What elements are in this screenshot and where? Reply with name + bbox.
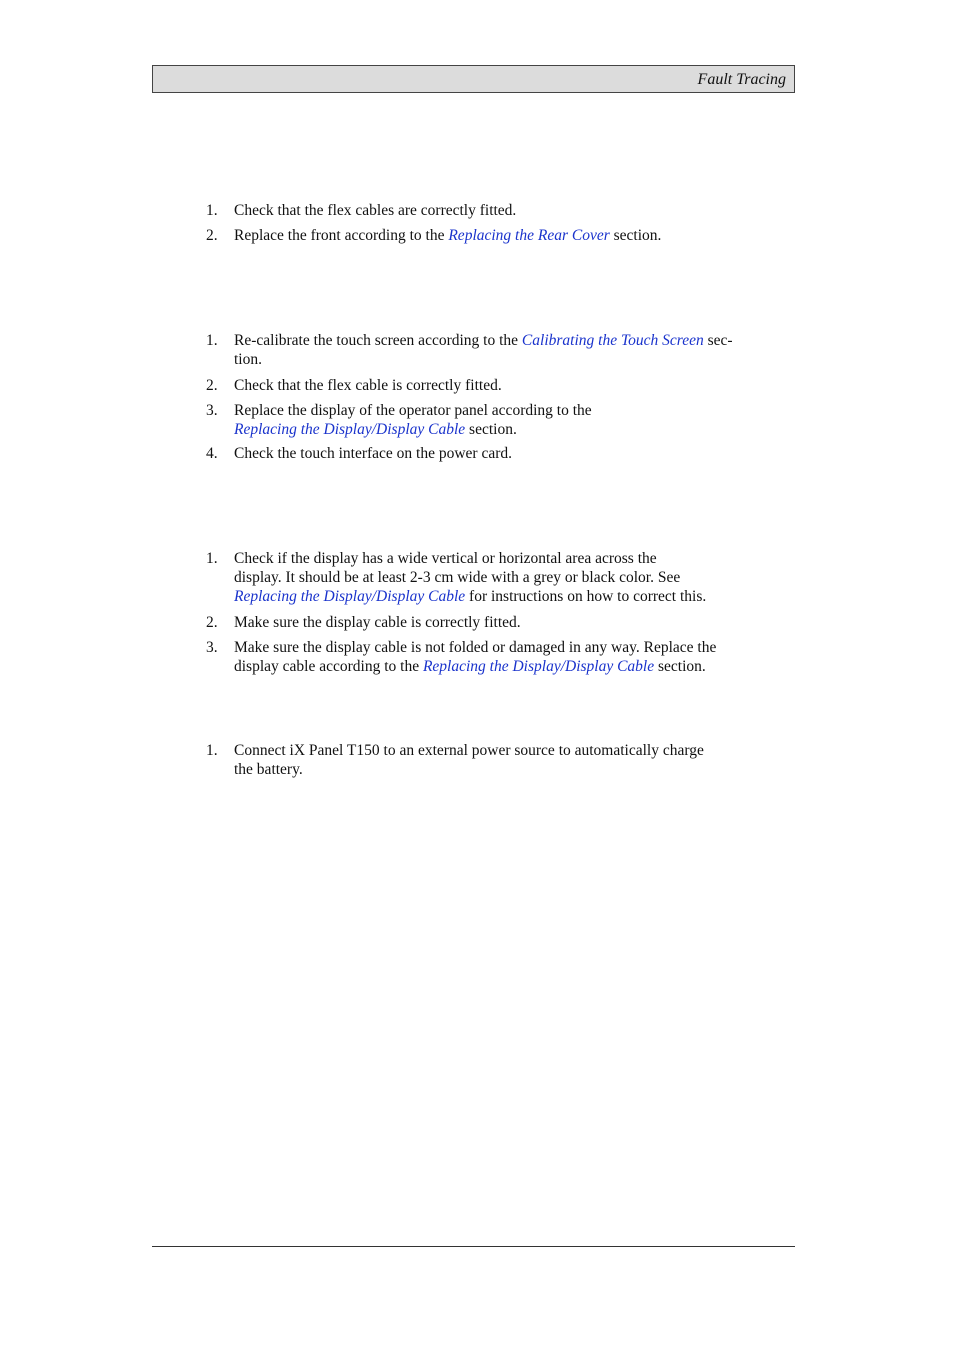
text-run: section. xyxy=(654,658,706,675)
cross-reference-link[interactable]: Replacing the Display/Display Cable xyxy=(234,588,466,605)
text-run: sec- xyxy=(703,332,733,349)
list-number: 1. xyxy=(206,742,218,759)
text-line xyxy=(234,741,764,760)
list-number: 2. xyxy=(206,377,218,394)
text-line xyxy=(234,760,764,779)
list-text xyxy=(234,201,764,220)
text-run: Check that the flex cable is correctly fitted. xyxy=(234,377,502,394)
text-run: for instructions on how to correct this. xyxy=(465,588,707,605)
footer-rule xyxy=(152,1246,795,1247)
list-text xyxy=(234,638,764,676)
list-text xyxy=(234,444,764,463)
text-run: Make sure the display cable is not folded or damaged in any way. Replace the xyxy=(234,639,717,656)
text-line xyxy=(234,444,764,463)
text-run: section. xyxy=(609,227,662,244)
text-run: Check if the display has a wide vertical or horizontal area across the xyxy=(234,550,657,567)
list-number: 1. xyxy=(206,550,218,567)
header-title: Fault Tracing xyxy=(697,71,786,88)
cross-reference-link[interactable]: Replacing the Display/Display Cable xyxy=(422,658,655,675)
list-number: 3. xyxy=(206,639,218,656)
text-run: tion. xyxy=(234,351,262,368)
text-line xyxy=(234,613,764,632)
text-run: section. xyxy=(465,421,517,438)
text-line xyxy=(234,226,764,245)
list-text xyxy=(234,401,764,439)
text-run: Check that the flex cables are correctly fitted. xyxy=(234,202,517,219)
text-run: Replace the display of the operator panel according to the xyxy=(234,402,592,419)
list-number: 2. xyxy=(206,614,218,631)
text-line xyxy=(234,420,764,439)
list-text xyxy=(234,331,764,369)
text-line xyxy=(234,201,764,220)
cross-reference-link[interactable]: Calibrating the Touch Screen xyxy=(521,332,704,349)
list-number: 1. xyxy=(206,202,218,219)
text-run: display. It should be at least 2-3 cm wide with a grey or black color. See xyxy=(234,569,681,586)
list-number: 3. xyxy=(206,402,218,419)
cross-reference-link[interactable]: Replacing the Display/Display Cable xyxy=(234,421,466,438)
list-number: 4. xyxy=(206,445,218,462)
cross-reference-link[interactable]: Replacing the Rear Cover xyxy=(448,227,610,244)
text-run: Check the touch interface on the power card. xyxy=(234,445,513,462)
text-line xyxy=(234,638,764,657)
page-header xyxy=(152,65,795,93)
text-run: Re-calibrate the touch screen according to the xyxy=(234,332,522,349)
text-run: the battery. xyxy=(234,761,303,778)
list-text xyxy=(234,549,764,606)
list-number: 1. xyxy=(206,332,218,349)
text-line xyxy=(234,587,764,606)
text-line xyxy=(234,657,764,676)
text-run: Replace the front according to the xyxy=(234,227,449,244)
text-line xyxy=(234,350,764,369)
list-text xyxy=(234,376,764,395)
text-run: Connect iX Panel T150 to an external power source to automatically charge xyxy=(234,742,704,759)
text-line xyxy=(234,549,764,568)
text-line xyxy=(234,376,764,395)
text-run: display cable according to the xyxy=(234,658,423,675)
text-line xyxy=(234,568,764,587)
text-run: Make sure the display cable is correctly fitted. xyxy=(234,614,521,631)
text-line xyxy=(234,401,764,420)
list-text xyxy=(234,613,764,632)
text-line xyxy=(234,331,764,350)
list-number: 2. xyxy=(206,227,218,244)
list-text xyxy=(234,741,764,779)
list-text xyxy=(234,226,764,245)
